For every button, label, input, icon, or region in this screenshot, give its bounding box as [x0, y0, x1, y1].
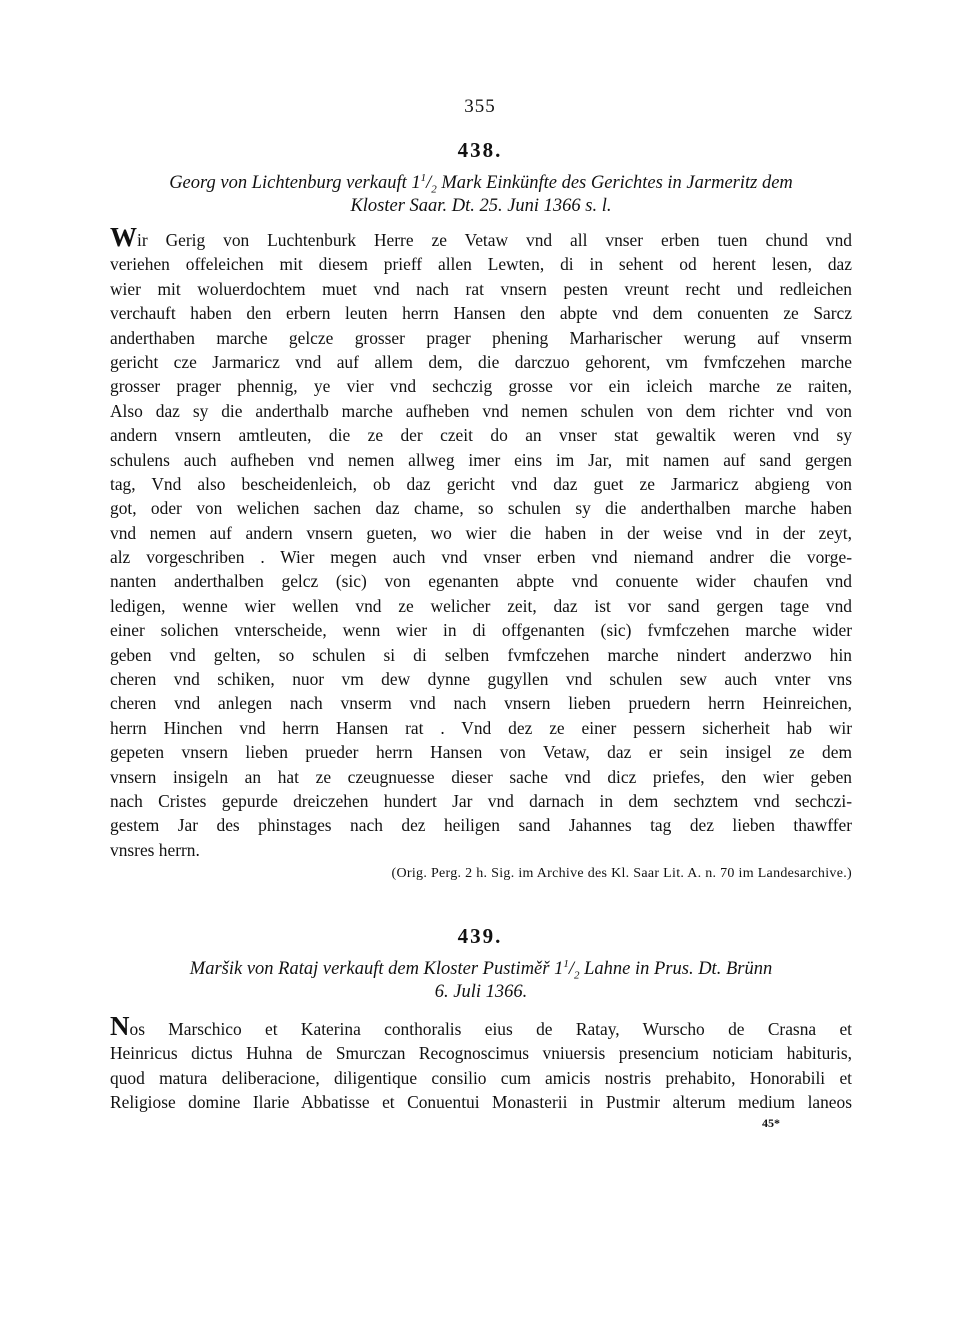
text-line [110, 594, 852, 618]
text-line [110, 350, 852, 374]
line-text: wier mit woluerdochtem muet vnd nach rat vnsern pesten vreunt recht und redleichen [110, 278, 852, 299]
text-line [110, 643, 852, 667]
title-line-2: Kloster Saar. Dt. 25. Juni 1366 s. l. [350, 196, 612, 216]
initial-letter: W [110, 222, 137, 252]
line-text: schulens auch aufheben vnd nemen allweg imer eins im Jar, mit namen auf sand gergen [110, 449, 852, 470]
line-text: ir Gerig von Luchtenburk Herre ze Vetaw vnd all vnser erben tuen chund vnd [137, 230, 852, 250]
text-line [110, 222, 852, 252]
line-text: tag, Vnd also bescheidenleich, ob daz gericht vnd daz guet ze Jarmaricz abgieng von [110, 473, 852, 494]
line-text: cheren vnd anlegen nach vnserm vnd nach vnsern lieben pruedern herrn Heinreichen, [110, 693, 852, 714]
line-text: Also daz sy die anderthalb marche aufheben vnd nemen schulen von dem richter vnd von [110, 400, 852, 421]
line-text: nach Cristes gepurde dreiczehen hundert Jar vnd darnach in dem sechztem vnd sechczi- [110, 790, 852, 811]
text-line [110, 374, 852, 398]
line-text: Religiose domine Ilarie Abbatisse et Conuentui Monasterii in Pustmir alterum medium laneos [110, 1092, 852, 1113]
text-line [110, 691, 852, 715]
title-line-2: 6. Juli 1366. [434, 982, 528, 1002]
text-line [110, 569, 852, 593]
line-text: verchauft haben den erbern leuten herrn Hansen den abpte vnd dem conuenten ze Sarcz [110, 303, 852, 324]
page-number: 355 [464, 96, 496, 117]
line-text: anderthaben marche gelcze grosser prager phening Marharischer werung auf vnserm [110, 327, 852, 348]
text-line [110, 838, 852, 862]
document-number-439: 439. [457, 924, 503, 948]
line-text: gestem Jar des phinstages nach dez heiligen sand Jahannes tag dez lieben thawffer [110, 815, 852, 836]
line-text: vnsres herrn. [110, 839, 200, 860]
source-note-438: (Orig. Perg. 2 h. Sig. im Archive des Kl. Saar Lit. A. n. 70 im Landesarchive.) [391, 866, 852, 881]
text-line [110, 399, 852, 423]
document-number-438: 438. [457, 138, 503, 162]
text-line [110, 423, 852, 447]
line-text: alz vorgeschriben . Wier megen auch vnd vnser erben vnd niemand andrer die vorge- [110, 547, 852, 568]
text-line [110, 789, 852, 813]
text-line [110, 1011, 852, 1041]
line-text: gepeten vnsern lieben prueder herrn Hansen von Vetaw, daz er sein insigel ze dem [110, 742, 852, 763]
line-text: quod matura deliberacione, diligentique consilio cum amicis nostris prehabito, Honorabili et [110, 1067, 852, 1088]
document-title-438 [110, 172, 852, 218]
text-line [110, 716, 852, 740]
text-line [110, 277, 852, 301]
line-text: einer solichen vnterscheide, wenn wier in di offgenanten (sic) fvmfczehen marche wider [110, 620, 852, 641]
text-line [110, 618, 852, 642]
text-line [110, 1066, 852, 1090]
text-line [110, 521, 852, 545]
line-text: grosser prager phennig, ye vier vnd sechczig grosse vor ein icleich marche ze raiten, [110, 376, 852, 397]
text-line [110, 448, 852, 472]
signature-mark: 45* [762, 1116, 780, 1130]
title-line-1: Maršik von Rataj verkauft dem Kloster Pustiměř $1^1/_2$ Lahne in Prus. Dt. Brünn [189, 957, 773, 982]
text-line [110, 740, 852, 764]
text-line [110, 472, 852, 496]
line-text: geben vnd gelten, so schulen si di selben fvmfczehen marche nindert anderzwo hin [110, 644, 852, 665]
line-text: nanten anderthalben gelcz (sic) von egenanten abpte vnd conuente wider chaufen vnd [110, 571, 852, 592]
line-text: veriehen offeleichen mit diesem prieff allen Lewten, di in sehent od herent lesen, daz [110, 254, 852, 275]
text-line [110, 545, 852, 569]
text-line [110, 301, 852, 325]
text-line [110, 1090, 852, 1114]
line-text: os Marschico et Katerina conthoralis eius de Ratay, Wurscho de Crasna et [129, 1019, 852, 1039]
line-text: vnsern insigeln an hat ze czeugnuesse dieser sache vnd dicz priefes, den wier geben [110, 766, 852, 787]
line-text: cheren vnd schiken, nuor vm dew dynne gugyllen vnd schulen sew auch vnter vns [110, 669, 852, 690]
line-text: ledigen, wenne wier wellen vnd ze welicher zeit, daz ist vor sand gergen tage vnd [110, 595, 852, 616]
text-line [110, 496, 852, 520]
document-body-439 [110, 1011, 852, 1115]
line-text: got, oder von welichen sachen daz chame, so schulen sy die anderthalben marche haben [110, 498, 852, 519]
title-line-1: Georg von Lichtenburg verkauft $1^1/_2$ Mark Einkünfte des Gerichtes in Jarmeritz dem [169, 171, 793, 196]
line-text: vnd nemen auf andern vnsern gueten, wo wier die haben in der weise vnd in der zeyt, [110, 522, 852, 543]
document-body-438 [110, 222, 852, 862]
text-line [110, 1041, 852, 1065]
text-line [110, 252, 852, 276]
document-title-439 [110, 958, 852, 1004]
line-text: andern vnsern amtleuten, die ze der czeit do an vnser stat gewaltik weren vnd sy [110, 425, 852, 446]
initial-letter: N [110, 1011, 130, 1041]
text-line [110, 765, 852, 789]
text-line [110, 667, 852, 691]
line-text: Heinricus dictus Huhna de Smurczan Recognoscimus vniuersis presencium noticiam habituris, [110, 1043, 852, 1064]
line-text: herrn Hinchen vnd herrn Hansen rat . Vnd dez ze einer pessern sicherheit hab wir [110, 717, 852, 738]
text-line [110, 326, 852, 350]
line-text: gericht cze Jarmaricz vnd auf allem dem, die darczuo gehorent, vm fvmfczehen marche [110, 351, 852, 372]
text-line [110, 813, 852, 837]
